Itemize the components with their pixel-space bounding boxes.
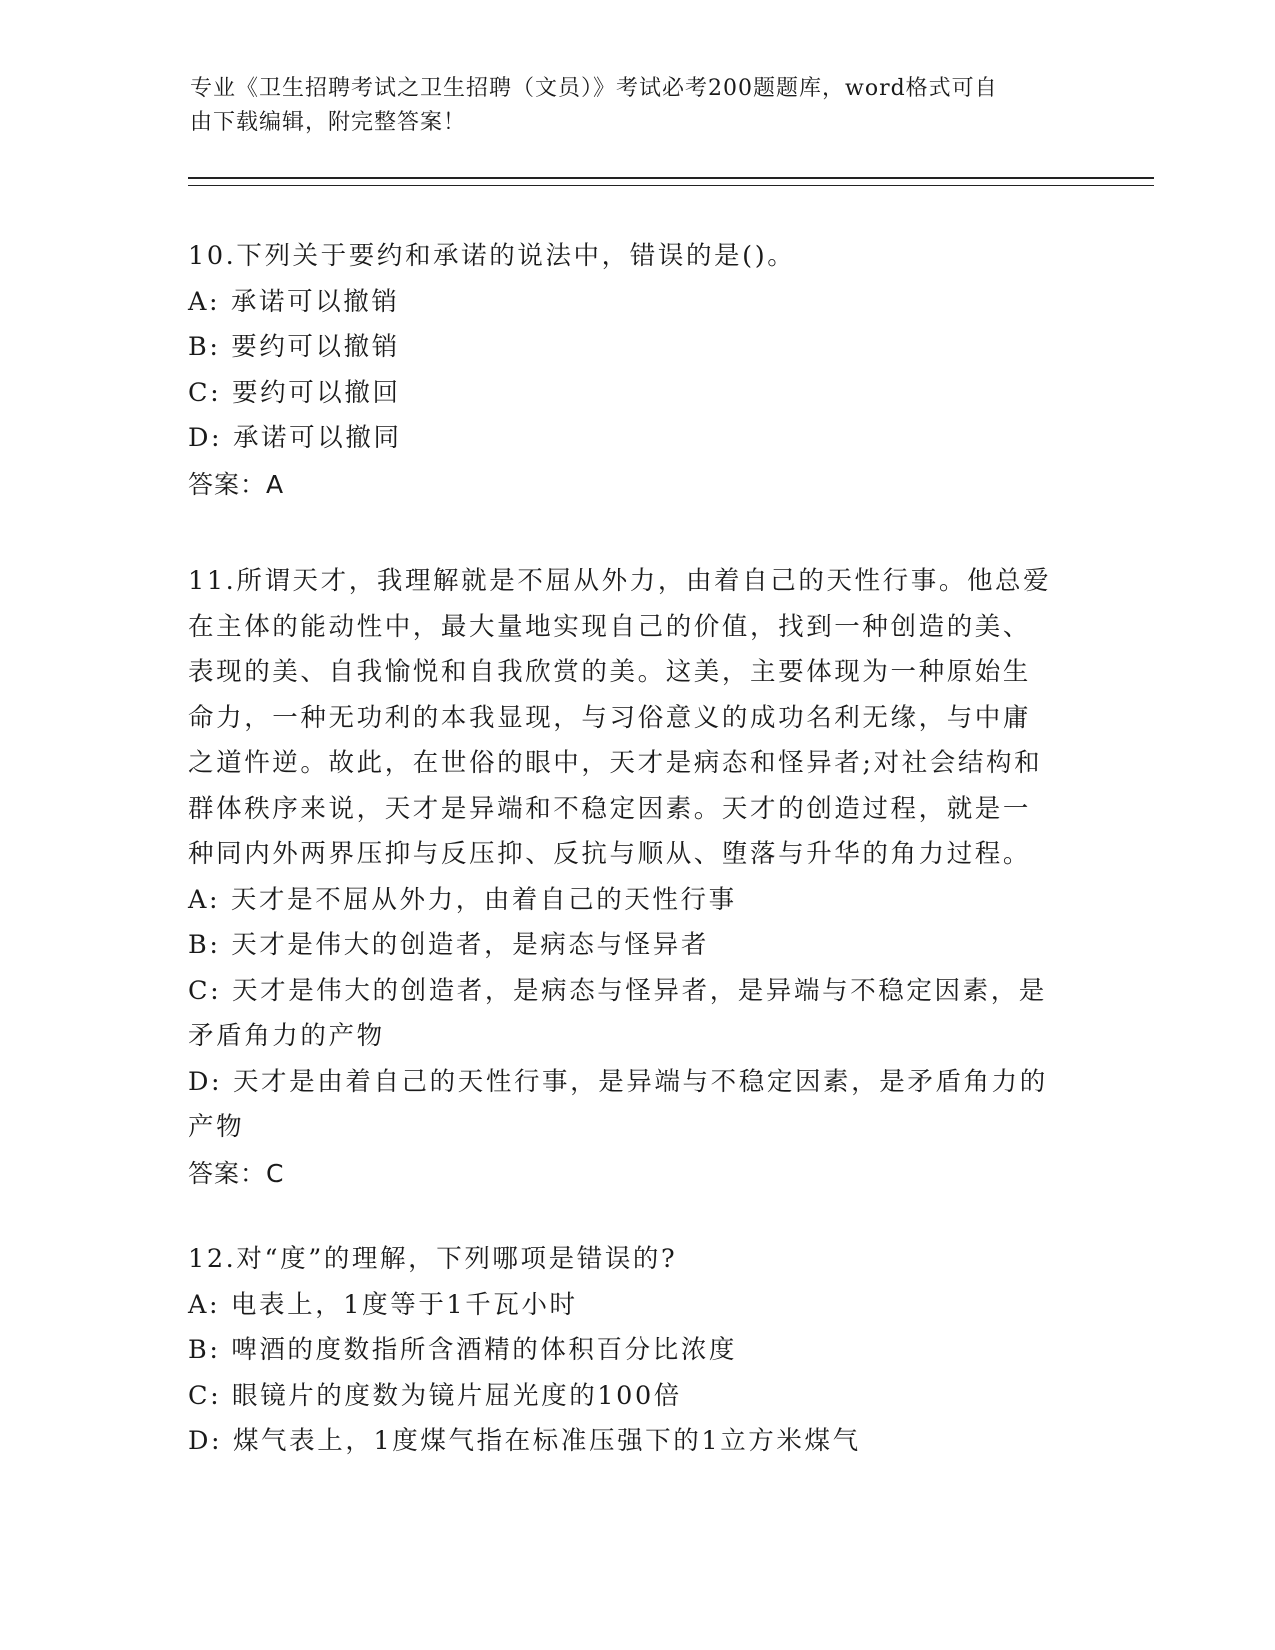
header-line-1: 专业《卫生招聘考试之卫生招聘（文员）》考试必考200题题库，word格式可自: [190, 76, 998, 101]
question-stem: 10.下列关于要约和承诺的说法中，错误的是()。: [188, 241, 796, 271]
option-a: A: 天才是不屈从外力，由着自己的天性行事: [188, 884, 737, 915]
option-d: D: 承诺可以撤同: [188, 423, 402, 453]
header-divider: [188, 177, 1154, 186]
question-stem-line: 群体秩序来说，天才是异端和不稳定因素。天才的创造过程，就是一: [188, 793, 1032, 824]
answer-line: 答案：C: [188, 1158, 285, 1188]
option-c: C: 天才是伟大的创造者，是病态与怪异者，是异端与不稳定因素，是: [188, 975, 1047, 1006]
question-stem: 12.对“度”的理解，下列哪项是错误的?: [188, 1244, 678, 1274]
question-stem-line: 表现的美、自我愉悦和自我欣赏的美。这美，主要体现为一种原始生: [188, 657, 1032, 687]
option-c: C: 眼镜片的度数为镜片屈光度的100倍: [188, 1380, 682, 1411]
option-d: D: 天才是由着自己的天性行事，是异端与不稳定因素，是矛盾角力的: [188, 1066, 1048, 1097]
question-11: [188, 559, 1088, 1196]
option-c-continued: 矛盾角力的产物: [188, 1021, 385, 1051]
option-d: D: 煤气表上，1度煤气指在标准压强下的1立方米煤气: [188, 1426, 861, 1456]
option-d-continued: 产物: [188, 1112, 245, 1142]
option-b: B: 啤酒的度数指所含酒精的体积百分比浓度: [188, 1335, 738, 1365]
document-header: [190, 72, 1090, 140]
answer-line: 答案：A: [188, 469, 285, 499]
option-a: A: 承诺可以撤销: [188, 286, 400, 317]
question-12: [188, 1237, 1088, 1465]
option-c: C: 要约可以撤回: [188, 377, 401, 408]
question-stem-line: 种同内外两界压抑与反压抑、反抗与顺从、堕落与升华的角力过程。: [188, 839, 1032, 869]
question-stem-line: 之道忤逆。故此，在世俗的眼中，天才是病态和怪异者;对社会结构和: [188, 748, 1043, 778]
question-stem-line: 11.所谓天才，我理解就是不屈从外力，由着自己的天性行事。他总爱: [188, 566, 1052, 596]
question-stem-line: 在主体的能动性中，最大量地实现自己的价值，找到一种创造的美、: [188, 611, 1032, 642]
option-a: A: 电表上，1度等于1千瓦小时: [188, 1289, 578, 1320]
option-b: B: 天才是伟大的创造者，是病态与怪异者: [188, 930, 709, 960]
header-line-2: 由下载编辑，附完整答案！: [190, 110, 467, 135]
question-stem-line: 命力，一种无功利的本我显现，与习俗意义的成功名利无缘，与中庸: [188, 702, 1032, 733]
question-10: [188, 234, 1088, 507]
option-b: B: 要约可以撤销: [188, 332, 400, 362]
